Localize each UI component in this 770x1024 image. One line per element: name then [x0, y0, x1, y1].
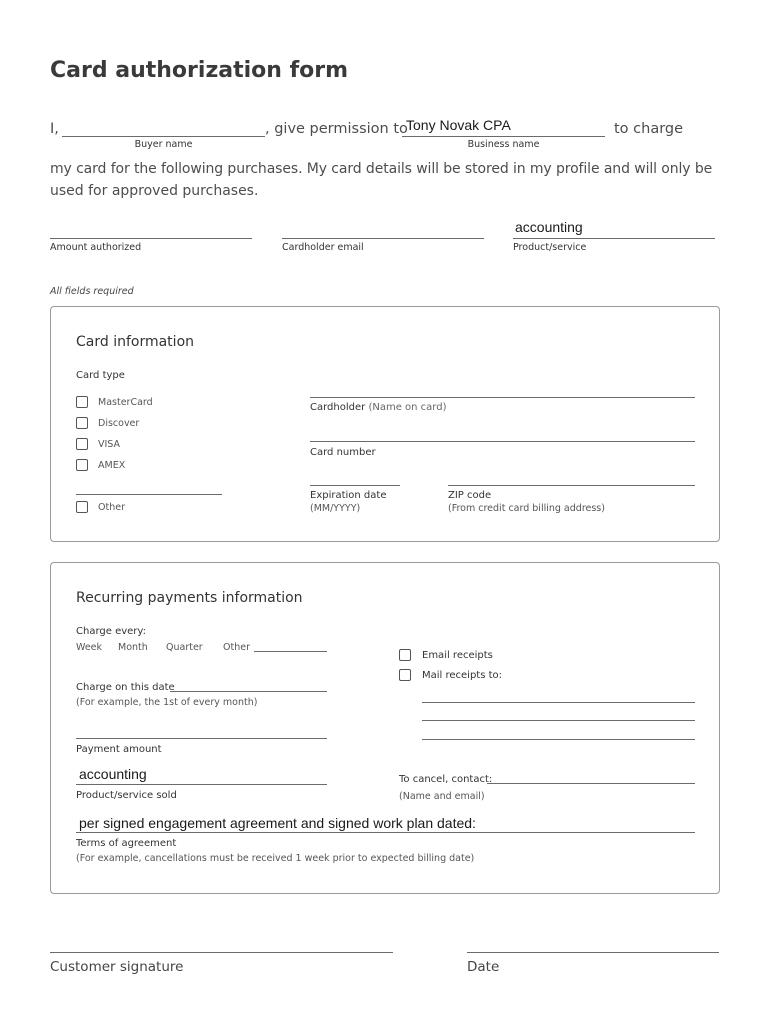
terms-field[interactable] [76, 832, 695, 833]
customer-signature-field[interactable] [50, 952, 393, 953]
payment-amount-field[interactable] [76, 738, 327, 739]
cardholder-email-label: Cardholder email [282, 242, 364, 253]
mail-receipts-label: Mail receipts to: [422, 670, 503, 681]
product-service-value: accounting [515, 219, 583, 235]
card-number-label: Card number [310, 447, 376, 458]
page-title: Card authorization form [50, 58, 349, 83]
zip-hint: (From credit card billing address) [448, 503, 605, 514]
charge-week[interactable]: Week [76, 642, 103, 653]
charge-on-hint: (For example, the 1st of every month) [76, 697, 258, 708]
expiration-hint: (MM/YYYY) [310, 503, 361, 514]
cancel-contact-field[interactable] [487, 783, 695, 784]
terms-label: Terms of agreement [76, 838, 177, 849]
amount-authorized-label: Amount authorized [50, 242, 142, 253]
product-sold-label: Product/service sold [76, 790, 177, 801]
zip-label: ZIP code [448, 490, 492, 501]
buyer-name-field[interactable] [62, 136, 265, 137]
charge-quarter[interactable]: Quarter [166, 642, 203, 653]
email-receipts-label: Email receipts [422, 650, 493, 661]
other-checkbox[interactable] [76, 501, 88, 513]
cardholder-label-text: Cardholder [310, 402, 366, 413]
mail-receipts-checkbox[interactable] [399, 669, 411, 681]
amount-authorized-field[interactable] [50, 238, 252, 239]
discover-label: Discover [98, 418, 140, 429]
intro-mid: , give permission to [265, 121, 408, 137]
charge-other[interactable]: Other [223, 642, 250, 653]
other-card-type-field[interactable] [76, 494, 222, 495]
discover-checkbox[interactable] [76, 417, 88, 429]
mastercard-checkbox[interactable] [76, 396, 88, 408]
business-name-field[interactable] [402, 136, 605, 137]
expiration-label: Expiration date [310, 490, 387, 501]
email-receipts-checkbox[interactable] [399, 649, 411, 661]
terms-value: per signed engagement agreement and signed work plan dated: [79, 815, 476, 831]
amex-checkbox[interactable] [76, 459, 88, 471]
card-number-field[interactable] [310, 441, 695, 442]
all-fields-required: All fields required [50, 286, 134, 297]
intro-suffix: to charge [614, 121, 684, 137]
business-name-label: Business name [467, 139, 540, 150]
visa-checkbox[interactable] [76, 438, 88, 450]
buyer-name-label: Buyer name [134, 139, 193, 150]
recurring-payments-heading: Recurring payments information [76, 590, 303, 606]
charge-on-label: Charge on this date [76, 682, 175, 693]
charge-month[interactable]: Month [118, 642, 148, 653]
date-field[interactable] [467, 952, 719, 953]
cancel-contact-label: To cancel, contact: [399, 774, 493, 785]
business-name-value: Tony Novak CPA [406, 117, 511, 133]
expiration-field[interactable] [310, 485, 400, 486]
cardholder-field[interactable] [310, 397, 695, 398]
customer-signature-label: Customer signature [50, 959, 184, 975]
cancel-contact-hint: (Name and email) [399, 791, 485, 802]
cardholder-label [310, 402, 446, 413]
intro-body-line1: my card for the following purchases. My card details will be stored in my profile and will only be [50, 161, 713, 177]
card-type-label: Card type [76, 370, 125, 381]
payment-amount-label: Payment amount [76, 744, 162, 755]
terms-hint: (For example, cancellations must be received 1 week prior to expected billing date) [76, 853, 475, 864]
product-service-label: Product/service [513, 242, 587, 253]
charge-every-label: Charge every: [76, 626, 146, 637]
zip-field[interactable] [448, 485, 695, 486]
mastercard-label: MasterCard [98, 397, 153, 408]
intro-body-line2: used for approved purchases. [50, 183, 259, 199]
intro-prefix: I, [50, 121, 59, 137]
mail-address-line-2[interactable] [422, 720, 695, 721]
amex-label: AMEX [98, 460, 126, 471]
cardholder-email-field[interactable] [282, 238, 484, 239]
visa-label: VISA [98, 439, 121, 450]
other-label: Other [98, 502, 125, 513]
product-service-field[interactable] [513, 238, 715, 239]
product-sold-field[interactable] [76, 784, 327, 785]
charge-on-field[interactable] [170, 691, 327, 692]
cardholder-hint: (Name on card) [368, 402, 447, 413]
product-sold-value: accounting [79, 766, 147, 782]
charge-other-field[interactable] [254, 651, 327, 652]
card-information-heading: Card information [76, 334, 195, 350]
mail-address-line-1[interactable] [422, 702, 695, 703]
mail-address-line-3[interactable] [422, 739, 695, 740]
date-label: Date [467, 959, 500, 975]
